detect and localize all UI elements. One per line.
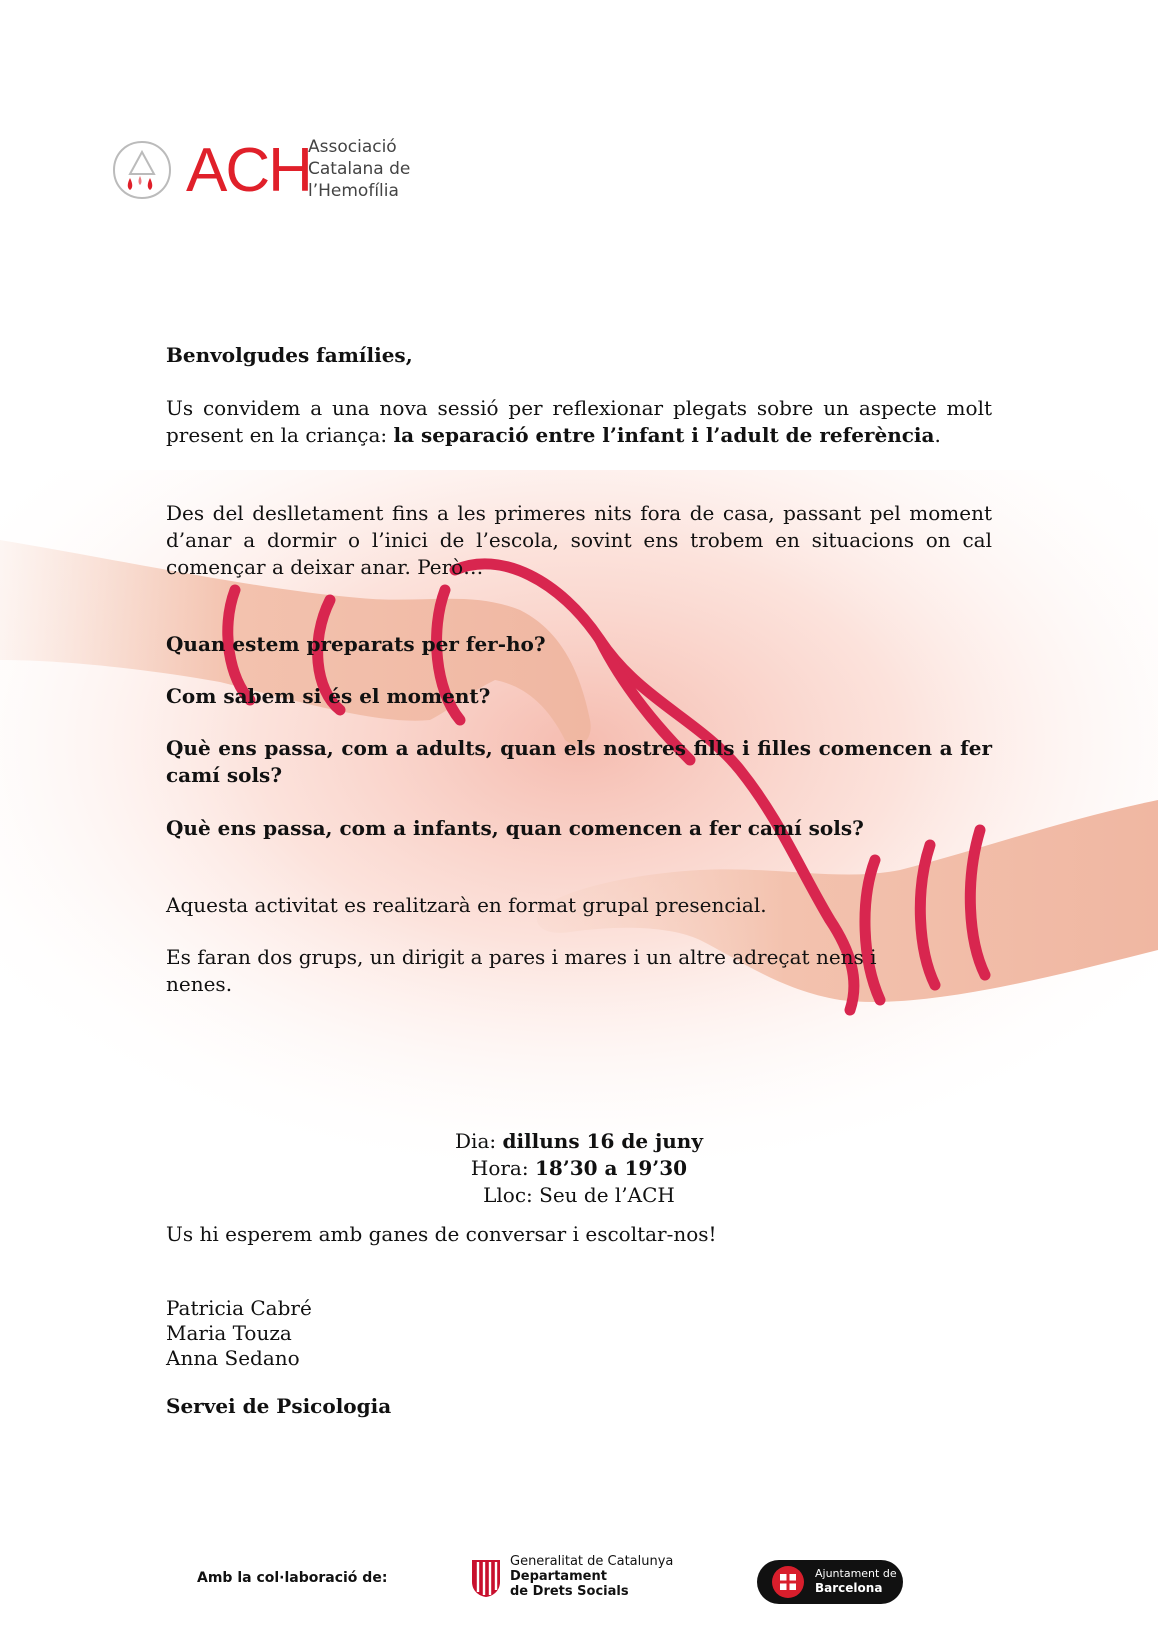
event-time: Hora: 18’30 a 19’30: [470, 1156, 688, 1180]
groups-paragraph: Es faran dos grups, un dirigit a pares i mares i un altre adreçat nens i nenes.: [166, 945, 877, 996]
question-3: Què ens passa, com a adults, quan els nostres fills i filles comencen a fer camí sols?: [166, 736, 992, 787]
generalitat-logo: Generalitat de Catalunya Departament de Drets Socials: [470, 1554, 680, 1604]
logo-organization-name: Associació Catalana de l’Hemofília: [308, 137, 411, 201]
topic-highlight: la separació entre l’infant i l’adult de referència: [393, 423, 935, 447]
service-name: Servei de Psicologia: [166, 1394, 392, 1418]
intro-paragraph: Us convidem a una nova sessió per reflexionar plegats sobre un aspecte molt present en la criança: la separació entre l’infant i l’adult de referència.: [166, 396, 992, 447]
ach-emblem-icon: [110, 138, 174, 202]
signatory: Anna Sedano: [166, 1346, 300, 1370]
question-1: Quan estem preparats per fer-ho?: [166, 632, 546, 656]
signatory: Patricia Cabré: [166, 1296, 312, 1320]
ach-logo: [110, 132, 440, 212]
event-details: [0, 1128, 1158, 1209]
question-4: Què ens passa, com a infants, quan comencen a fer camí sols?: [166, 816, 864, 840]
format-paragraph: Aquesta activitat es realitzarà en format grupal presencial.: [166, 893, 767, 917]
closing-line: Us hi esperem amb ganes de conversar i escoltar-nos!: [166, 1222, 717, 1246]
signatory: Maria Touza: [166, 1321, 292, 1345]
logo-acronym: ACH: [186, 136, 311, 205]
barcelona-shield-icon: [771, 1565, 805, 1599]
context-paragraph: Des del deslletament fins a les primeres nits fora de casa, passant pel moment d’anar a dormir o l’inici de l’escola, sovint ens trobem en situacions on cal començar a deixar anar. Però…: [166, 501, 992, 579]
letter-greeting: Benvolgudes famílies,: [166, 343, 413, 367]
ajuntament-barcelona-logo: Ajuntament de Barcelona: [757, 1560, 903, 1604]
collaboration-label: Amb la col·laboració de:: [197, 1570, 388, 1586]
signatories: [166, 1296, 992, 1371]
question-2: Com sabem si és el moment?: [166, 684, 491, 708]
footer-collaborators: [0, 1548, 1158, 1608]
generalitat-emblem-icon: [470, 1556, 502, 1598]
event-place: Lloc: Seu de l’ACH: [483, 1183, 675, 1207]
event-day: Dia: dilluns 16 de juny: [455, 1129, 703, 1153]
